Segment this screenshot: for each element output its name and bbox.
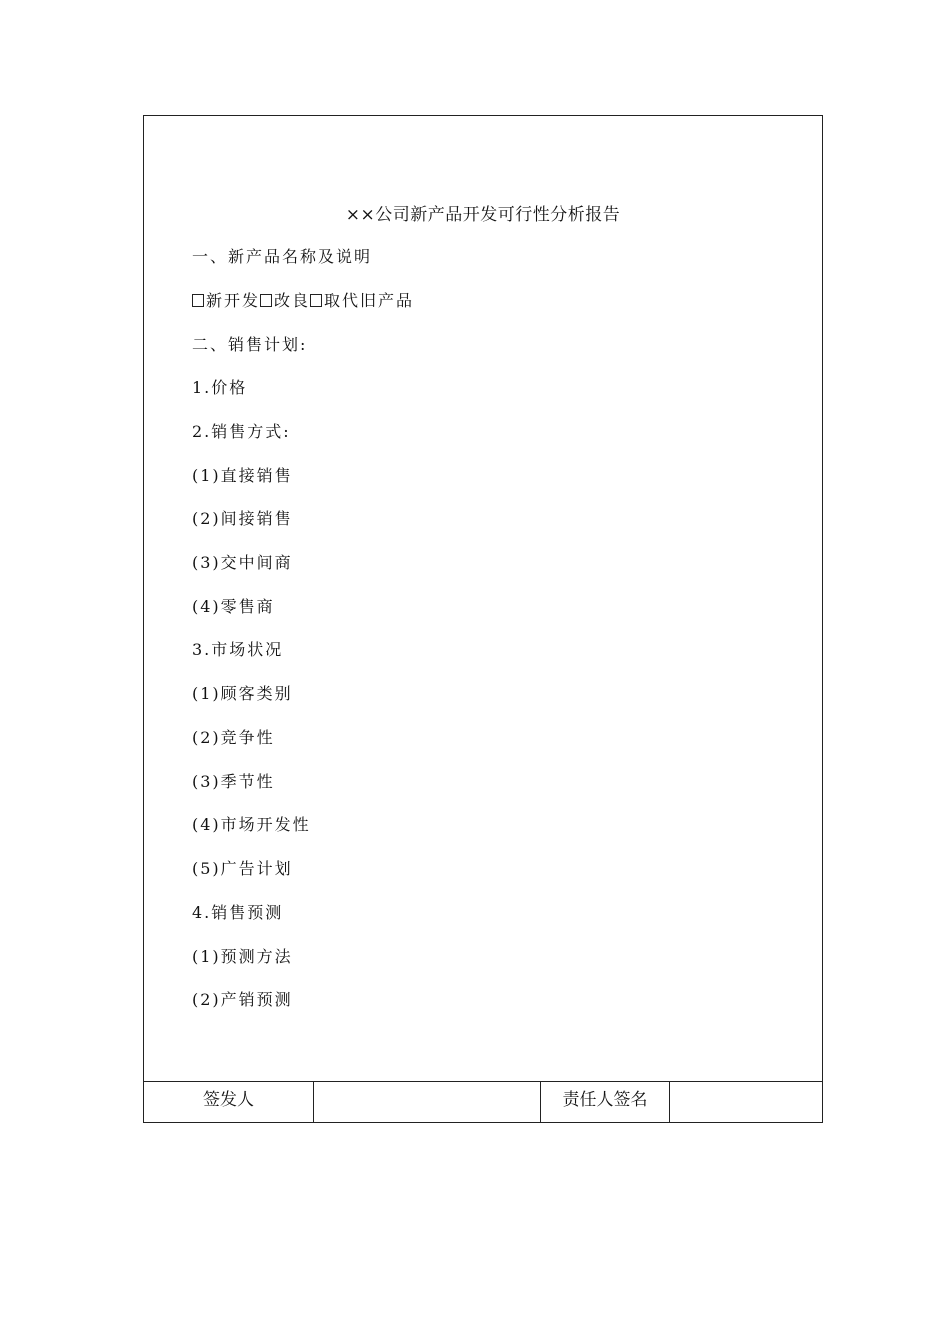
sub-item-middlemen: (3)交中间商 [192,553,293,572]
responsible-label-cell [541,1082,670,1122]
section-product-name: 一、新产品名称及说明 [192,247,373,266]
sub-item-indirect-sales: (2)间接销售 [192,509,293,528]
option-improvement: 改良 [274,291,311,310]
sub-item-customer-type: (1)顾客类别 [192,684,293,703]
item-price: 1.价格 [192,378,248,397]
item-sales-forecast: 4.销售预测 [192,903,284,922]
signature-row [144,1082,822,1122]
sub-item-forecast-method: (1)预测方法 [192,947,293,966]
item-market-status: 3.市场状况 [192,640,284,659]
checkbox-improvement[interactable] [260,294,272,307]
sub-item-seasonality: (3)季节性 [192,772,275,791]
sub-item-production-sales-forecast: (2)产销预测 [192,990,293,1009]
issuer-field[interactable] [314,1082,541,1122]
sub-item-competition: (2)竞争性 [192,728,275,747]
option-new-development: 新开发 [206,291,261,310]
sub-item-market-development: (4)市场开发性 [192,815,311,834]
sub-item-advertising-plan: (5)广告计划 [192,859,293,878]
responsible-signature-label: 责任人签名 [562,1090,648,1110]
issuer-label: 签发人 [203,1090,254,1110]
sub-item-retailers: (4)零售商 [192,597,275,616]
report-body [144,116,822,1082]
responsible-signature-field[interactable] [670,1082,822,1122]
section-sales-plan: 二、销售计划: [192,335,308,354]
option-replace-old: 取代旧产品 [324,291,415,310]
product-type-options [192,288,414,311]
report-form [143,115,823,1123]
checkbox-new-development[interactable] [192,294,204,307]
sub-item-direct-sales: (1)直接销售 [192,466,293,485]
issuer-label-cell [144,1082,314,1122]
item-sales-method: 2.销售方式: [192,422,291,441]
report-title: ××公司新产品开发可行性分析报告 [345,205,621,225]
checkbox-replace-old[interactable] [310,294,322,307]
